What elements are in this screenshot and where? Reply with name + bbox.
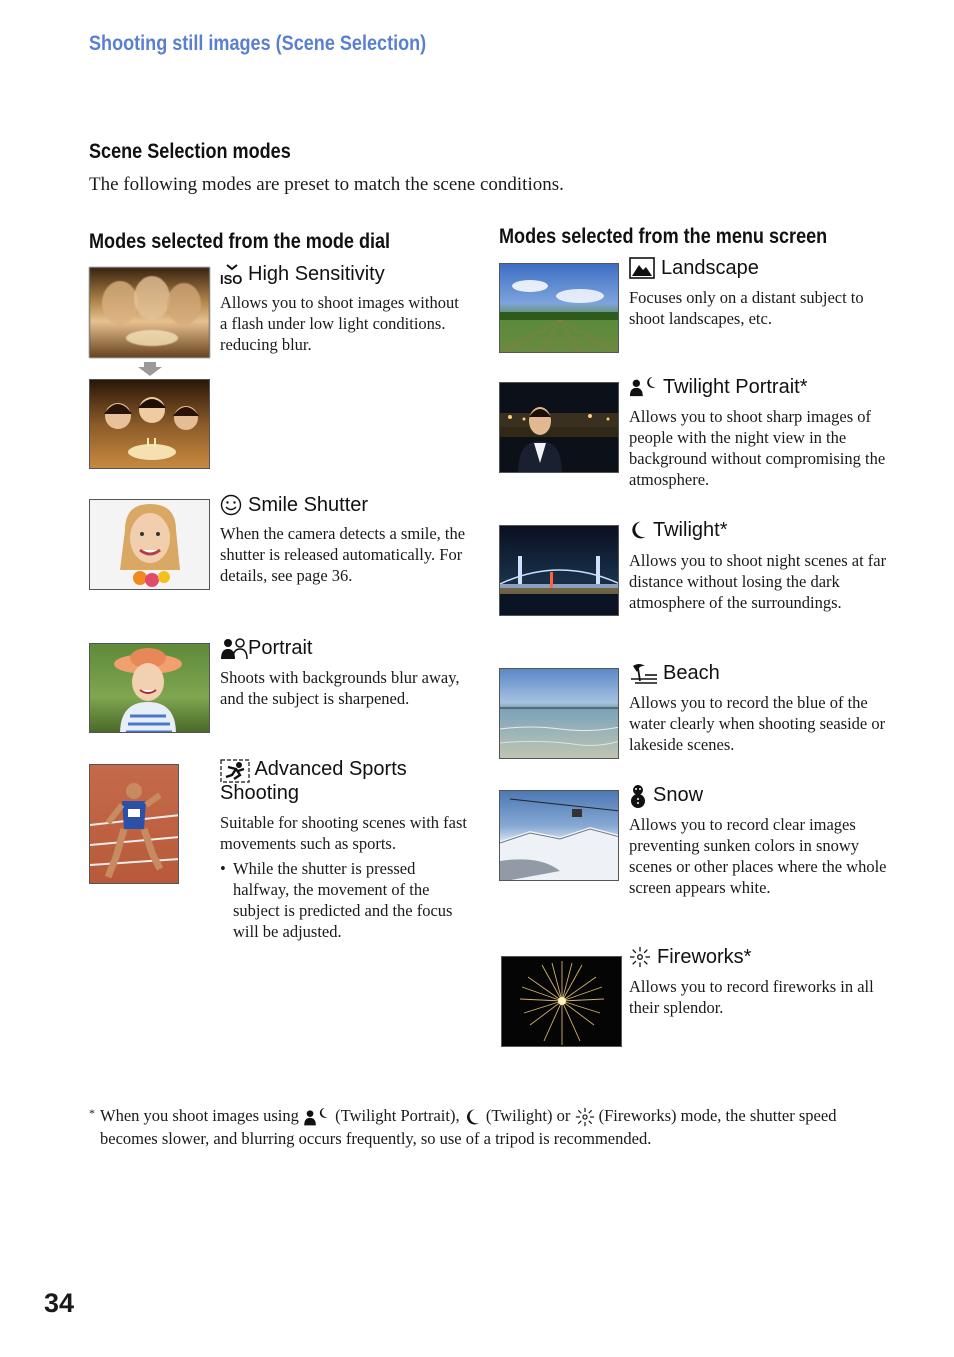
mode-desc-advanced-sports: Suitable for shooting scenes with fast movements such as sports. • While the shutter is pressed halfway, the movement of the subject is predicted and the focus will be adjusted. (220, 812, 470, 942)
mode-title-portrait: Portrait (220, 636, 312, 660)
section-title: Shooting still images (Scene Selection) (89, 32, 427, 55)
smile-shutter-photo (89, 499, 210, 590)
mode-desc-landscape: Focuses only on a distant subject to shoot landscapes, etc. (629, 288, 864, 328)
snow-icon (629, 784, 649, 806)
twilight-moon-icon (629, 519, 649, 541)
mode-desc-smile-shutter: When the camera detects a smile, the shutter is released automatically. For details, see page 36. (220, 524, 466, 585)
beach-icon (629, 662, 659, 684)
mode-desc-portrait: Shoots with backgrounds blur away, and the subject is sharpened. (220, 668, 460, 708)
mode-title-landscape: Landscape (629, 256, 759, 280)
mode-desc-twilight: Allows you to shoot night scenes at far distance without losing the dark atmosphere of the surroundings. (629, 551, 887, 612)
high-sensitivity-before-photo (89, 267, 210, 358)
fireworks-icon (629, 946, 653, 968)
fireworks-photo (501, 956, 622, 1047)
mode-title-snow: Snow (629, 783, 703, 807)
landscape-photo (499, 263, 619, 353)
intro-text: The following modes are preset to match the scene conditions. (89, 174, 564, 195)
page-heading: Scene Selection modes (89, 140, 291, 163)
twilight-portrait-icon (303, 1107, 331, 1127)
smile-face-icon (220, 494, 244, 516)
mode-title-twilight: Twilight* (629, 518, 727, 542)
snow-photo (499, 790, 619, 881)
mode-title-twilight-portrait: Twilight Portrait* (629, 375, 808, 399)
svg-text:ISO: ISO (220, 272, 243, 285)
portrait-photo (89, 643, 210, 733)
mode-desc-high-sensitivity: Allows you to shoot images without a flash under low light conditions. reducing blur. (220, 293, 459, 354)
sports-bullet: • While the shutter is pressed halfway, the movement of the subject is predicted and the focus will be adjusted. (233, 858, 470, 942)
beach-photo (499, 668, 619, 759)
footnote-marker: * (89, 1106, 95, 1120)
mode-title-advanced-sports: Advanced Sports Shooting (220, 758, 407, 804)
high-sensitivity-after-photo (89, 379, 210, 469)
mode-title-fireworks: Fireworks* (629, 945, 751, 969)
landscape-icon (629, 257, 657, 279)
twilight-portrait-icon (629, 376, 659, 398)
right-column-heading: Modes selected from the menu screen (499, 225, 828, 248)
twilight-photo (499, 525, 619, 616)
mode-desc-beach: Allows you to record the blue of the water clearly when shooting seaside or lakeside scenes. (629, 693, 886, 754)
mode-desc-twilight-portrait: Allows you to shoot sharp images of people with the night view in the background without compromising the atmosphere. (629, 407, 886, 489)
page-number: 34 (44, 1288, 75, 1318)
mode-title-beach: Beach (629, 661, 720, 685)
mode-desc-fireworks: Allows you to record fireworks in all their splendor. (629, 977, 874, 1017)
mode-title-high-sensitivity: ISO High Sensitivity (220, 263, 385, 285)
left-column-heading: Modes selected from the mode dial (89, 230, 391, 253)
mode-title-smile-shutter: Smile Shutter (220, 493, 368, 517)
twilight-moon-icon (464, 1107, 482, 1127)
sports-photo (89, 764, 179, 884)
twilight-portrait-photo (499, 382, 619, 473)
fireworks-icon (575, 1107, 595, 1127)
iso-high-sensitivity-icon (220, 263, 244, 285)
mode-desc-snow: Allows you to record clear images preventing sunken colors in snowy scenes or other places where the whole screen appears white. (629, 815, 887, 897)
footnote: * When you shoot images using (Twilight Portrait), (Twilight) or (Fireworks) mode, the shutter speed becomes slower, and blurring occurs frequently, so use of a tripod is recommended. (89, 1104, 889, 1150)
sports-icon (220, 759, 250, 781)
portrait-icon (220, 637, 244, 659)
